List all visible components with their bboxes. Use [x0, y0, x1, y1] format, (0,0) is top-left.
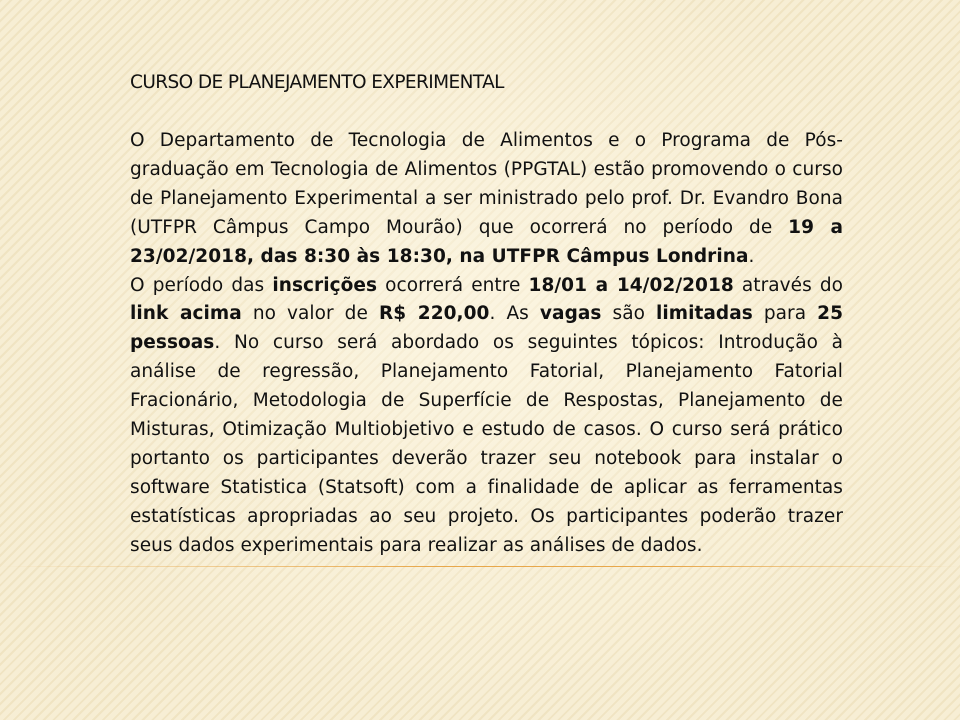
reg-text-6: são: [601, 303, 656, 325]
course-description: . No curso será abordado os seguintes tópicos: Introdução à análise de regressão, Planejamento Fatorial, Planejamento Fatorial Fracionário, Metodologia de Superfície de Respostas, Planejamento de Misturas, Otimização Multiobjetivo e estudo de casos. O curso será prático portanto os participantes deverão trazer seu notebook para instalar o software Statistica (Statsoft) com a finalidade de aplicar as ferramentas estatísticas apropriadas ao seu projeto. Os participantes poderão trazer seus dados experimentais para realizar as análises de dados.: [130, 332, 843, 556]
reg-text-7: para: [752, 303, 818, 325]
reg-text-2: ocorrerá entre: [377, 274, 529, 296]
registration-label: inscrições: [272, 274, 378, 296]
limitadas-label: limitadas: [656, 303, 753, 325]
reg-text-3: através do: [733, 274, 844, 296]
paragraph-intro: [130, 127, 843, 272]
reg-text-5: . As: [489, 303, 540, 325]
registration-dates: 18/01 a 14/02/2018: [528, 274, 734, 296]
reg-text-4: no valor de: [241, 303, 379, 325]
paragraph-registration: [130, 272, 843, 561]
decorative-accent-line: [0, 566, 960, 567]
reg-text-1: O período das: [130, 274, 273, 296]
intro-end: .: [748, 245, 755, 267]
event-dates-location: 19 a 23/02/2018, das 8:30 às 18:30, na UTFPR Câmpus Londrina: [130, 216, 843, 267]
vagas-label: vagas: [539, 303, 602, 325]
slide-title: CURSO DE PLANEJAMENTO EXPERIMENTAL: [130, 72, 504, 93]
intro-text: O Departamento de Tecnologia de Alimentos e o Programa de Pós-graduação em Tecnologia de Alimentos (PPGTAL) estão promovendo o curso de Planejamento Experimental a ser ministrado pelo prof. Dr. Evandro Bona (UTFPR Câmpus Campo Mourão) que ocorrerá no período de: [130, 130, 843, 238]
registration-link-text: link acima: [130, 303, 242, 325]
capacity-count: 25 pessoas: [130, 303, 844, 354]
registration-price: R$ 220,00: [378, 303, 490, 325]
slide-body: [130, 127, 843, 561]
